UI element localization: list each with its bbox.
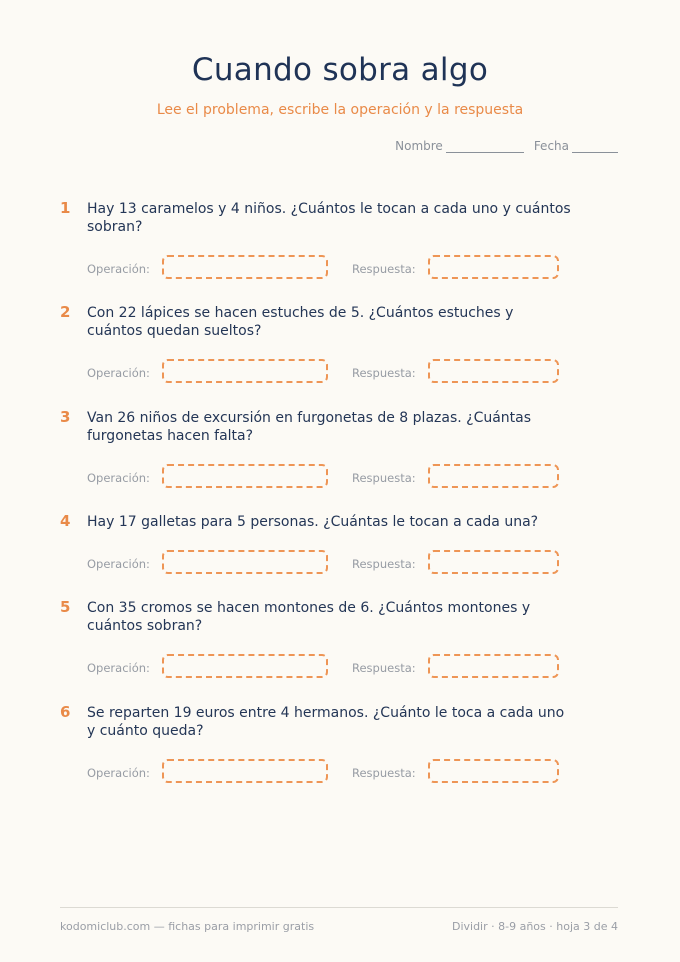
operation-label: Operación:: [87, 766, 150, 780]
name-field[interactable]: [395, 139, 524, 153]
answer-box[interactable]: [428, 359, 559, 383]
operation-label: Operación:: [87, 366, 150, 380]
answer-row: [87, 759, 618, 787]
answer-row: [87, 359, 618, 387]
operation-box[interactable]: [162, 550, 328, 574]
answer-box[interactable]: [428, 550, 559, 574]
problem-number: 1: [60, 199, 71, 217]
date-blank-line[interactable]: [572, 140, 618, 153]
answer-label: Respuesta:: [352, 766, 416, 780]
problem-text: Con 22 lápices se hacen estuches de 5. ¿Cuántos estuches y cuántos quedan sueltos?: [87, 305, 514, 339]
page-title: Cuando sobra algo: [191, 52, 489, 88]
operation-label: Operación:: [87, 557, 150, 571]
page-subtitle: Lee el problema, escribe la operación y la respuesta: [156, 102, 524, 118]
operation-label: Operación:: [87, 471, 150, 485]
footer-divider: [60, 907, 618, 908]
answer-row: [87, 464, 618, 492]
problem-text: Con 35 cromos se hacen montones de 6. ¿Cuántos montones y cuántos sobran?: [87, 600, 531, 634]
answer-row: [87, 255, 618, 283]
problem-number: 6: [60, 703, 71, 721]
date-field[interactable]: [534, 139, 618, 153]
operation-box[interactable]: [162, 464, 328, 488]
problem-number: 5: [60, 598, 71, 616]
answer-label: Respuesta:: [352, 262, 416, 276]
answer-row: [87, 550, 618, 578]
footer-sheet-info: Dividir · 8-9 años · hoja 3 de 4: [451, 920, 618, 933]
operation-box[interactable]: [162, 359, 328, 383]
name-label: Nombre: [395, 139, 443, 153]
answer-box[interactable]: [428, 759, 559, 783]
problem-number: 3: [60, 408, 71, 426]
problem-text: Van 26 niños de excursión en furgonetas de 8 plazas. ¿Cuántas furgonetas hacen falta?: [87, 410, 532, 444]
answer-box[interactable]: [428, 464, 559, 488]
footer-site-text: kodomiclub.com — fichas para imprimir gratis: [60, 920, 315, 933]
problem-number: 4: [60, 512, 71, 530]
answer-label: Respuesta:: [352, 366, 416, 380]
operation-box[interactable]: [162, 255, 328, 279]
answer-label: Respuesta:: [352, 557, 416, 571]
answer-label: Respuesta:: [352, 661, 416, 675]
operation-label: Operación:: [87, 661, 150, 675]
operation-label: Operación:: [87, 262, 150, 276]
problem-number: 2: [60, 303, 71, 321]
date-label: Fecha: [533, 139, 569, 153]
operation-box[interactable]: [162, 654, 328, 678]
answer-row: [87, 654, 618, 682]
problem-text: Hay 13 caramelos y 4 niños. ¿Cuántos le tocan a cada uno y cuántos sobran?: [87, 201, 571, 235]
answer-box[interactable]: [428, 255, 559, 279]
answer-box[interactable]: [428, 654, 559, 678]
problem-text: Hay 17 galletas para 5 personas. ¿Cuántas le tocan a cada una?: [87, 514, 539, 530]
problem-text: Se reparten 19 euros entre 4 hermanos. ¿Cuánto le toca a cada uno y cuánto queda?: [87, 705, 565, 739]
answer-label: Respuesta:: [352, 471, 416, 485]
operation-box[interactable]: [162, 759, 328, 783]
name-date-fields: [395, 139, 618, 153]
name-blank-line[interactable]: [446, 140, 524, 153]
